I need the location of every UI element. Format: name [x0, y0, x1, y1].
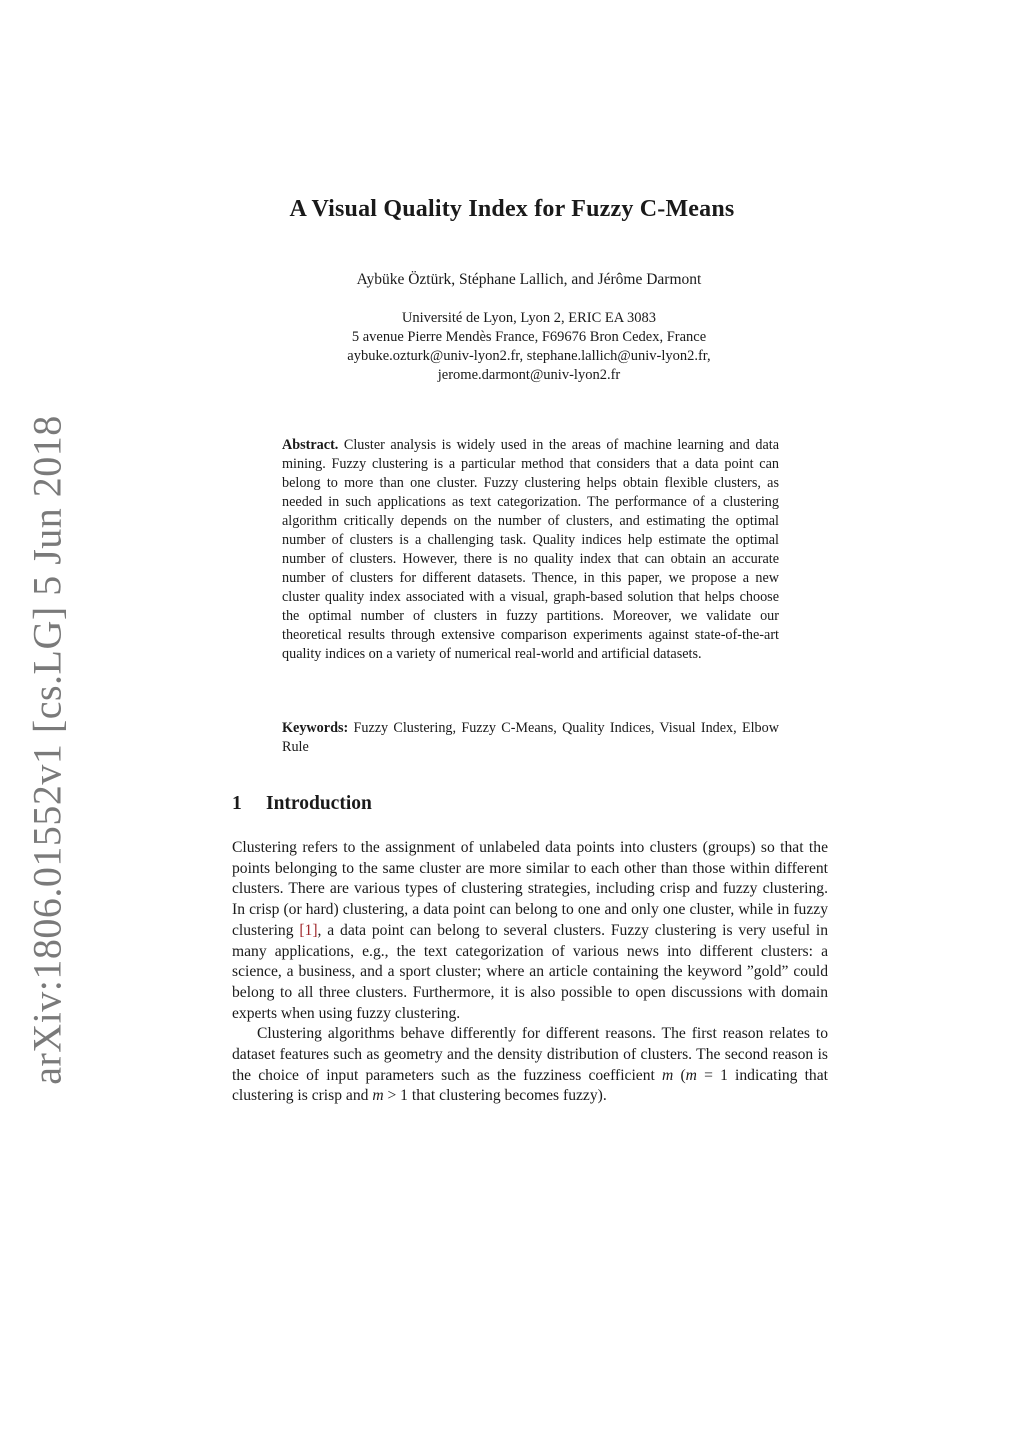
abstract: [282, 436, 779, 664]
affiliation-line: Université de Lyon, Lyon 2, ERIC EA 3083: [401, 310, 657, 326]
paragraph-text: Clustering algorithms behave differently for different reasons. The first reason relates to dataset features such as geometry and the density distribution of clusters. The second reason is the choice of input parameters such as the fuzziness coefficient: [232, 1025, 828, 1084]
author-list: Aybüke Öztürk, Stéphane Lallich, and Jérôme Darmont: [356, 271, 702, 288]
paper-title: A Visual Quality Index for Fuzzy C-Means: [289, 196, 735, 222]
keywords-label: Keywords:: [282, 720, 349, 736]
math-symbol: m: [662, 1066, 674, 1084]
abstract-text: Cluster analysis is widely used in the areas of machine learning and data mining. Fuzzy clustering is a particular method that considers that a data point can belong to more than one cluster. Fuzzy clustering helps obtain flexible clusters, as needed in such applications as text categorization. The performance of a clustering algorithm critically depends on the number of clusters, and estimating the optimal number of clusters is a challenging task. Quality indices help estimate the optimal number of clusters. However, there is no quality index that can obtain an accurate number of clusters for different datasets. Thence, in this paper, we propose a new cluster quality index associated with a visual, graph-based solution that helps choose the optimal number of clusters in fuzzy partitions. Moreover, we validate our theoretical results through extensive comparison experiments against state-of-the-art quality indices on a variety of numerical real-world and artificial datasets.: [282, 437, 779, 662]
paragraph-text: Clustering refers to the assignment of unlabeled data points into clusters (groups) so that the points belonging to the same cluster are more similar to each other than those within different clusters. There are various types of clustering strategies, including crisp and fuzzy clustering. In crisp (or hard) clustering, a data point can belong to one and only one cluster, while in fuzzy clustering: [232, 839, 828, 939]
paragraph-1: [232, 838, 828, 1024]
paragraph-text: , a data point can belong to several clusters. Fuzzy clustering is very useful in many applications, e.g., the text categorization of various news into different clusters: a science, a business, and a sport cluster; where an article containing the keyword ”gold” could belong to all three clusters. Furthermore, it is also possible to open discussions with domain experts when using fuzzy clustering.: [232, 921, 828, 1022]
section-heading-introduction: [232, 793, 372, 815]
math-symbol: m: [372, 1087, 384, 1105]
keywords: [282, 719, 779, 757]
section-title: Introduction: [266, 793, 372, 814]
section-number: 1: [232, 793, 242, 814]
citation-link[interactable]: [1]: [299, 921, 318, 939]
paragraph-text: > 1 that clustering becomes fuzzy).: [383, 1087, 607, 1105]
abstract-label: Abstract.: [282, 437, 339, 453]
section-body: [232, 838, 828, 1107]
affiliation-emails: aybuke.ozturk@univ-lyon2.fr, stephane.lallich@univ-lyon2.fr,: [347, 348, 711, 364]
arxiv-identifier: arXiv:1806.01552v1 [cs.LG] 5 Jun 2018: [24, 415, 70, 1085]
keywords-text: Fuzzy Clustering, Fuzzy C-Means, Quality Indices, Visual Index, Elbow Rule: [282, 720, 779, 755]
paragraph-2: [232, 1024, 828, 1107]
paragraph-text: = 1 indicating that clustering is crisp and: [232, 1066, 828, 1105]
affiliation-emails-cont: jerome.darmont@univ-lyon2.fr: [437, 367, 621, 383]
affiliation-block: [0, 309, 1024, 385]
math-symbol: m: [685, 1066, 697, 1084]
affiliation-address: 5 avenue Pierre Mendès France, F69676 Bron Cedex, France: [351, 329, 707, 345]
paragraph-text: (: [673, 1066, 686, 1084]
